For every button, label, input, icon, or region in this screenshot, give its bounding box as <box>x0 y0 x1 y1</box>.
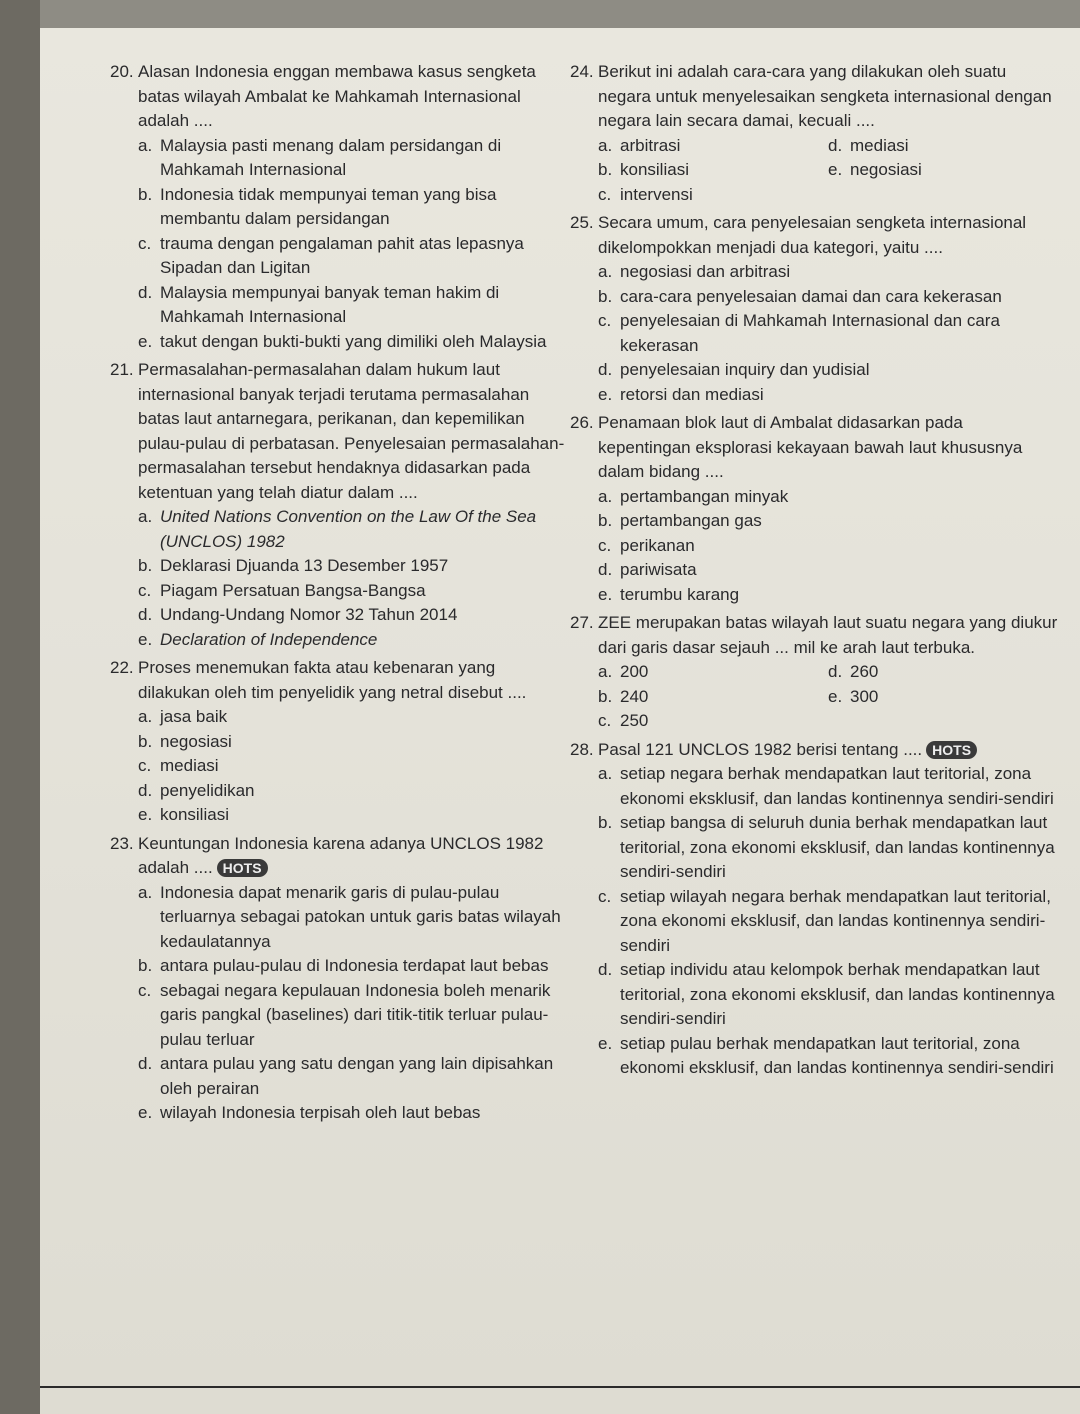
option-d[interactable]: d. penyelesaian inquiry dan yudisial <box>598 360 870 379</box>
question-number: 23. <box>110 833 134 853</box>
option-d[interactable]: d. setiap individu atau kelompok berhak mendapatkan laut teritorial, zona ekonomi eksklusif, dan landas kontinennya sendiri-sendiri <box>598 960 1055 1028</box>
option-e[interactable]: e. retorsi dan mediasi <box>598 384 764 404</box>
question-number: 20. <box>110 62 134 81</box>
question-number: 27. <box>570 613 594 632</box>
option-b[interactable]: b. konsiliasi <box>598 160 689 179</box>
option-a[interactable]: a. negosiasi dan arbitrasi <box>598 262 791 281</box>
option-d[interactable]: d. penyelidikan <box>138 780 255 800</box>
option-c[interactable]: c. sebagai negara kepulauan Indonesia boleh menarik garis pangkal (baselines) dari titik-titik terluar pulau-pulau terluar <box>138 980 551 1049</box>
question-27 <box>570 611 1060 734</box>
option-e[interactable]: e. 300 <box>828 686 879 706</box>
option-b[interactable]: b. 240 <box>598 686 649 706</box>
option-e[interactable]: e. konsiliasi <box>138 805 229 824</box>
option-d[interactable]: d. Malaysia mempunyai banyak teman hakim di Mahkamah Internasional <box>138 282 500 326</box>
question-text: Penamaan blok laut di Ambalat didasarkan pada kepentingan eksplorasi kekayaan bawah laut khususnya dalam bidang .... <box>598 413 1023 481</box>
question-text: Alasan Indonesia enggan membawa kasus sengketa batas wilayah Ambalat ke Mahkamah Internasional adalah .... <box>138 62 536 130</box>
option-a[interactable]: a. Malaysia pasti menang dalam persidangan di Mahkamah Internasional <box>138 135 502 179</box>
worksheet-page <box>40 28 1080 1414</box>
question-number: 24. <box>570 62 594 81</box>
option-e[interactable]: e. wilayah Indonesia terpisah oleh laut bebas <box>138 1103 481 1122</box>
option-a[interactable]: a. arbitrasi <box>598 135 681 155</box>
option-c[interactable]: c. perikanan <box>598 535 695 555</box>
question-number: 28. <box>570 739 594 759</box>
option-b[interactable]: b. antara pulau-pulau di Indonesia terdapat laut bebas <box>138 956 549 975</box>
question-number: 26. <box>570 413 594 432</box>
option-c[interactable]: c. 250 <box>598 711 649 730</box>
option-a[interactable]: a. 200 <box>598 662 649 681</box>
option-a[interactable]: a. Indonesia dapat menarik garis di pulau-pulau terluarnya sebagai patokan untuk garis batas wilayah kedaulatannya <box>138 882 561 951</box>
question-text: Permasalahan-permasalahan dalam hukum laut internasional banyak terjadi terutama permasalahan batas laut antarnegara, perikanan, dan kepemilikan pulau-pulau di perbatasan. Penyelesaian permasalahan-permasalahan tersebut hendaknya didasarkan pada ketentuan yang telah diatur dalam .... <box>138 360 565 502</box>
option-c[interactable]: c. trauma dengan pengalaman pahit atas lepasnya Sipadan dan Ligitan <box>138 233 524 277</box>
option-a[interactable]: a. pertambangan minyak <box>598 486 789 506</box>
option-e[interactable]: e. terumbu karang <box>598 584 740 604</box>
option-c[interactable]: c. intervensi <box>598 184 693 204</box>
question-text: Keuntungan Indonesia karena adanya UNCLOS 1982 adalah .... HOTS <box>138 833 544 877</box>
question-text: Pasal 121 UNCLOS 1982 berisi tentang .... HOTS <box>598 738 1060 763</box>
question-text: ZEE merupakan batas wilayah laut suatu negara yang diukur dari garis dasar sejauh ... mil ke arah laut terbuka. <box>598 613 1058 657</box>
question-22 <box>110 656 570 828</box>
question-21 <box>110 358 570 652</box>
question-25 <box>570 211 1060 407</box>
option-d[interactable]: d. antara pulau yang satu dengan yang lain dipisahkan oleh perairan <box>138 1054 554 1098</box>
option-b[interactable]: b. setiap bangsa di seluruh dunia berhak mendapatkan laut teritorial, zona ekonomi eksklusif, dan landas kontinennya sendiri-sendiri <box>598 813 1055 881</box>
bottom-rule <box>40 1386 1080 1388</box>
question-24 <box>570 60 1060 207</box>
hots-badge: HOTS <box>926 741 977 759</box>
option-b[interactable]: b. Deklarasi Djuanda 13 Desember 1957 <box>138 556 449 575</box>
question-number: 22. <box>110 658 134 677</box>
option-b[interactable]: b. cara-cara penyelesaian damai dan cara kekerasan <box>598 286 1002 306</box>
option-d[interactable]: d. pariwisata <box>598 560 697 579</box>
option-d[interactable]: d. mediasi <box>828 135 909 155</box>
question-text: Berikut ini adalah cara-cara yang dilakukan oleh suatu negara untuk menyelesaikan sengketa internasional dengan negara lain secara damai, kecuali .... <box>598 62 1052 130</box>
option-c[interactable]: c. penyelesaian di Mahkamah Internasional dan cara kekerasan <box>598 311 1000 355</box>
option-c[interactable]: c. Piagam Persatuan Bangsa-Bangsa <box>138 580 426 600</box>
question-text: Proses menemukan fakta atau kebenaran yang dilakukan oleh tim penyelidik yang netral disebut .... <box>138 658 527 702</box>
question-28 <box>570 738 1060 1081</box>
option-e[interactable]: e. Declaration of Independence <box>138 629 378 649</box>
option-a[interactable]: a. jasa baik <box>138 707 228 726</box>
left-column <box>110 60 570 1130</box>
option-b[interactable]: b. Indonesia tidak mempunyai teman yang bisa membantu dalam persidangan <box>138 184 497 228</box>
right-column <box>570 60 1060 1085</box>
question-text: Secara umum, cara penyelesaian sengketa internasional dikelompokkan menjadi dua kategori, yaitu .... <box>598 213 1027 257</box>
option-e[interactable]: e. negosiasi <box>828 160 922 179</box>
question-number: 21. <box>110 360 134 379</box>
option-a[interactable]: a. United Nations Convention on the Law Of the Sea (UNCLOS) 1982 <box>138 507 537 551</box>
question-20 <box>110 60 570 354</box>
option-a[interactable]: a. setiap negara berhak mendapatkan laut teritorial, zona ekonomi eksklusif, dan landas kontinennya sendiri-sendiri <box>598 764 1054 808</box>
option-e[interactable]: e. setiap pulau berhak mendapatkan laut teritorial, zona ekonomi eksklusif, dan landas kontinennya sendiri-sendiri <box>598 1033 1054 1077</box>
question-26 <box>570 411 1060 607</box>
option-e[interactable]: e. takut dengan bukti-bukti yang dimiliki oleh Malaysia <box>138 331 547 351</box>
option-d[interactable]: d. 260 <box>828 662 879 681</box>
option-b[interactable]: b. pertambangan gas <box>598 511 762 530</box>
hots-badge: HOTS <box>217 859 268 877</box>
question-number: 25. <box>570 213 594 232</box>
option-c[interactable]: c. setiap wilayah negara berhak mendapatkan laut teritorial, zona ekonomi eksklusif, dan landas kontinennya sendiri-sendiri <box>598 886 1051 955</box>
question-23 <box>110 832 570 1126</box>
option-d[interactable]: d. Undang-Undang Nomor 32 Tahun 2014 <box>138 605 458 624</box>
book-spine-shadow <box>0 0 40 1414</box>
option-c[interactable]: c. mediasi <box>138 756 219 775</box>
option-b[interactable]: b. negosiasi <box>138 731 232 751</box>
